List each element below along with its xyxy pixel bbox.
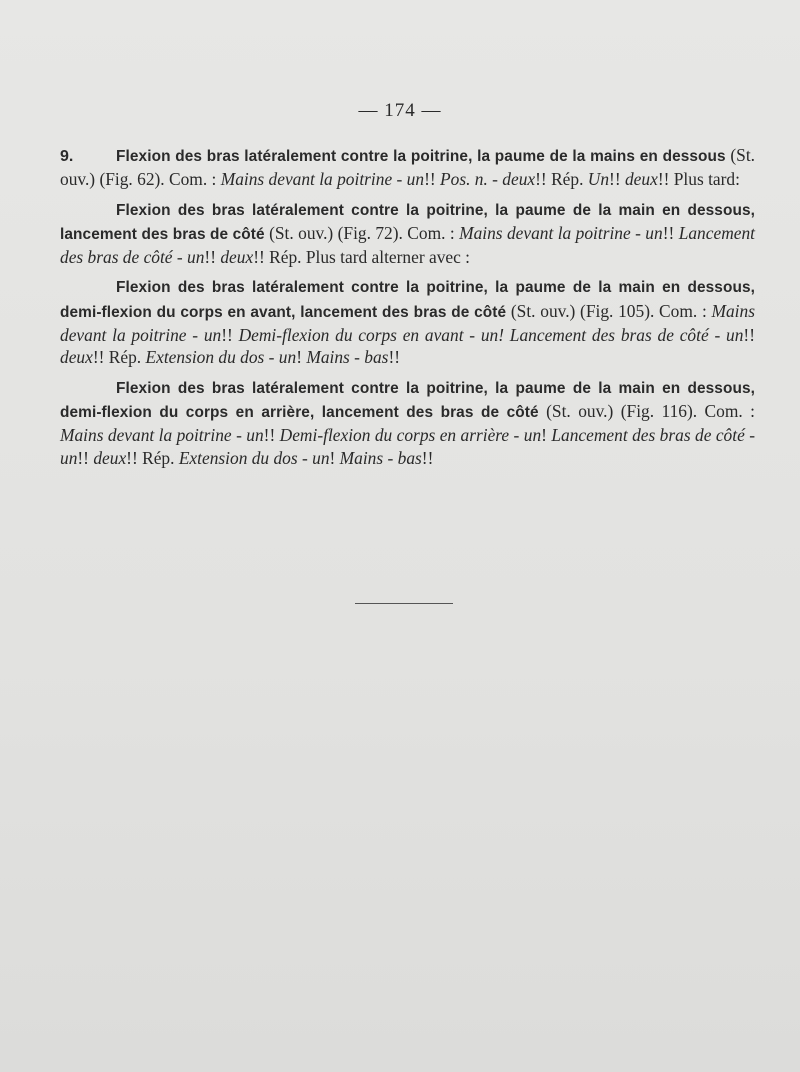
text-run: !! Rép. Plus tard alterner avec :	[253, 247, 471, 268]
paragraph	[60, 144, 755, 191]
text-run: (St. ouv.) (Fig. 72). Com. :	[264, 222, 460, 243]
text-run: !!	[263, 425, 280, 446]
paragraph	[60, 198, 755, 269]
text-run: !	[329, 447, 340, 468]
text-run: !! Rép.	[126, 447, 179, 468]
command-text: deux	[220, 247, 254, 268]
text-run: !	[541, 425, 552, 446]
text-run: (St. ouv.) (Fig. 62). Com. :	[60, 145, 755, 190]
text-run: !!	[221, 325, 239, 346]
text-run: !!	[421, 447, 434, 468]
exercise-heading: Flexion des bras latéralement contre la poitrine, la paume de la main en dessous, demi-flexion du corps en arrière, lancement des bras de côté	[60, 379, 755, 421]
paragraph	[60, 275, 755, 368]
command-text: Mains devant la poitrine - un	[459, 222, 663, 243]
text-run: !!	[388, 347, 401, 368]
command-text: deux	[93, 447, 127, 468]
exercise-heading: Flexion des bras latéralement contre la poitrine, la paume de la mains en dessous	[116, 148, 726, 165]
text-run: !!	[424, 169, 440, 190]
command-text: Extension du dos - un	[178, 447, 330, 468]
text-run: !! Rép.	[92, 347, 146, 368]
command-text: deux	[624, 169, 658, 190]
command-text: Lancement des bras de côté - un	[60, 425, 755, 468]
text-run: !!	[204, 247, 221, 268]
command-text: Lancement des bras de côté - un	[60, 222, 755, 268]
page-number: — 174 —	[358, 100, 442, 121]
text-run: !	[296, 347, 307, 368]
text-run: (St. ouv.) (Fig. 116). Com. :	[538, 400, 755, 421]
text-run: (St. ouv.) (Fig. 105). Com. :	[506, 300, 712, 321]
command-text: Mains devant la poitrine - un	[60, 300, 755, 346]
command-text: Extension du dos - un	[145, 347, 297, 368]
text-run: !! Rép.	[535, 169, 588, 190]
command-text: Mains devant la poitrine - un	[60, 425, 264, 446]
command-text: Mains - bas	[306, 347, 389, 368]
command-text: Demi-flexion du corps en arrière - un	[279, 425, 542, 446]
text-run: !!	[662, 222, 679, 243]
command-text: Demi-flexion du corps en avant - un! Lancement des bras de côté - un	[238, 325, 744, 346]
command-text: Mains devant la poitrine - un	[220, 169, 425, 190]
command-text: Pos. n. - deux	[440, 169, 536, 190]
exercise-heading: Flexion des bras latéralement contre la poitrine, la paume de la main en dessous, lancement des bras de côté	[60, 201, 755, 243]
text-run: !!	[743, 325, 755, 346]
command-text: Mains - bas	[339, 447, 422, 468]
text-run: !!	[609, 169, 625, 190]
exercise-number: 9.	[60, 148, 74, 165]
text-run: !! Plus tard:	[657, 169, 740, 190]
command-text: deux	[60, 347, 93, 368]
text-run: !!	[77, 447, 94, 468]
body-text	[60, 144, 755, 476]
section-end-rule	[355, 603, 453, 604]
paragraph	[60, 376, 755, 469]
exercise-heading: Flexion des bras latéralement contre la poitrine, la paume de la main en dessous, demi-flexion du corps en avant, lancement des bras de côté	[60, 279, 755, 321]
command-text: Un	[587, 169, 610, 190]
